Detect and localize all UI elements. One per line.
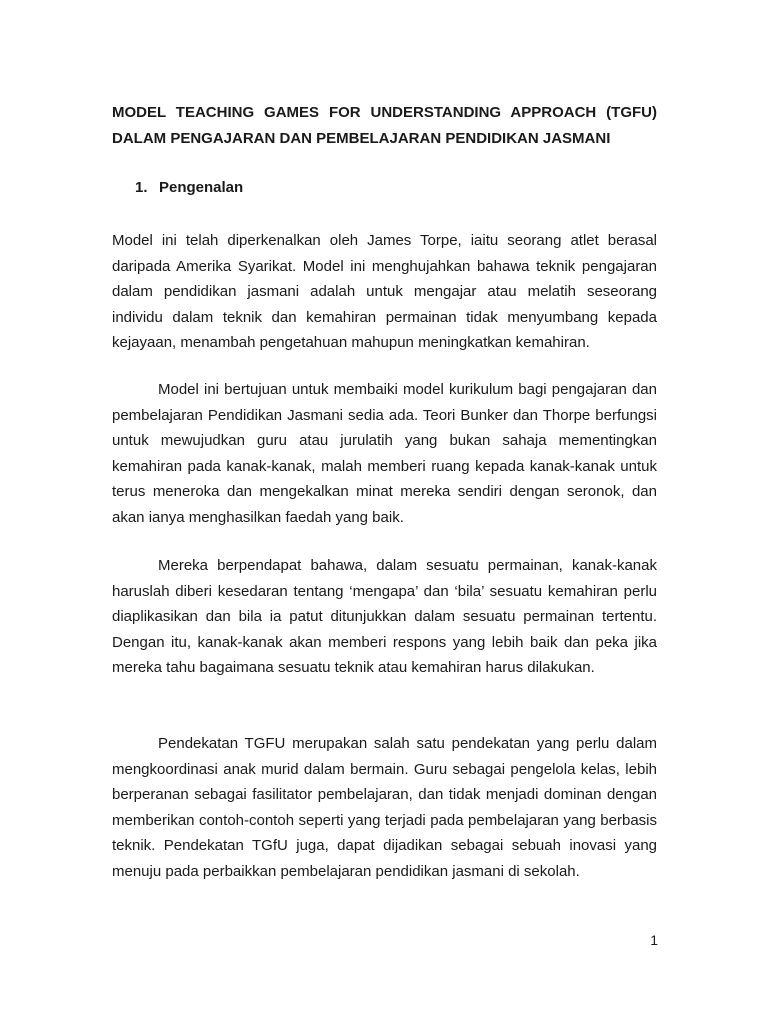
document-title: [112, 100, 657, 152]
section-number: 1.: [135, 179, 148, 196]
paragraph-1: Model ini telah diperkenalkan oleh James Torpe, iaitu seorang atlet berasal daripada Amerika Syarikat. Model ini menghujahkan bahawa teknik pengajaran dalam pendidikan jasmani adalah untuk mengajar atau melatih seseorang individu dalam teknik dan kemahiran permainan tidak menyumbang kepada kejayaan, menambah pengetahuan mahupun meningkatkan kemahiran.: [112, 232, 657, 351]
paragraph-2: Model ini bertujuan untuk membaiki model kurikulum bagi pengajaran dan pembelajaran Pendidikan Jasmani sedia ada. Teori Bunker dan Thorpe berfungsi untuk mewujudkan guru atau jurulatih yang bukan sahaja mementingkan kemahiran pada kanak-kanak, malah memberi ruang kepada kanak-kanak untuk terus meneroka dan mengekalkan minat mereka sendiri dengan seronok, dan akan ianya menghasilkan faedah yang baik.: [112, 381, 657, 526]
section-title: Pengenalan: [159, 179, 244, 196]
title-line-1: MODEL TEACHING GAMES FOR UNDERSTANDING APPROACH (TGFU): [112, 104, 657, 121]
paragraph-3: Mereka berpendapat bahawa, dalam sesuatu permainan, kanak-kanak haruslah diberi kesedaran tentang ‘mengapa’ dan ‘bila’ sesuatu kemahiran perlu diaplikasikan dan bila ia patut ditunjukkan dalam sesuatu permainan tertentu. Dengan itu, kanak-kanak akan memberi respons yang lebih baik dan peka jika mereka tahu bagaimana sesuatu teknik atau kemahiran harus dilakukan.: [112, 557, 657, 676]
section-heading: [135, 176, 243, 200]
title-line-2: DALAM PENGAJARAN DAN PEMBELAJARAN PENDIDIKAN JASMANI: [112, 130, 611, 147]
paragraph-4: Pendekatan TGFU merupakan salah satu pendekatan yang perlu dalam mengkoordinasi anak murid dalam bermain. Guru sebagai pengelola kelas, lebih berperanan sebagai fasilitator pembelajaran, dan tidak menjadi dominan dengan memberikan contoh-contoh seperti yang terjadi pada pembelajaran yang berbasis teknik. Pendekatan TGfU juga, dapat dijadikan sebagai sebuah inovasi yang menuju pada perbaikkan pembelajaran pendidikan jasmani di sekolah.: [112, 735, 657, 880]
page-number: 1: [650, 932, 658, 948]
